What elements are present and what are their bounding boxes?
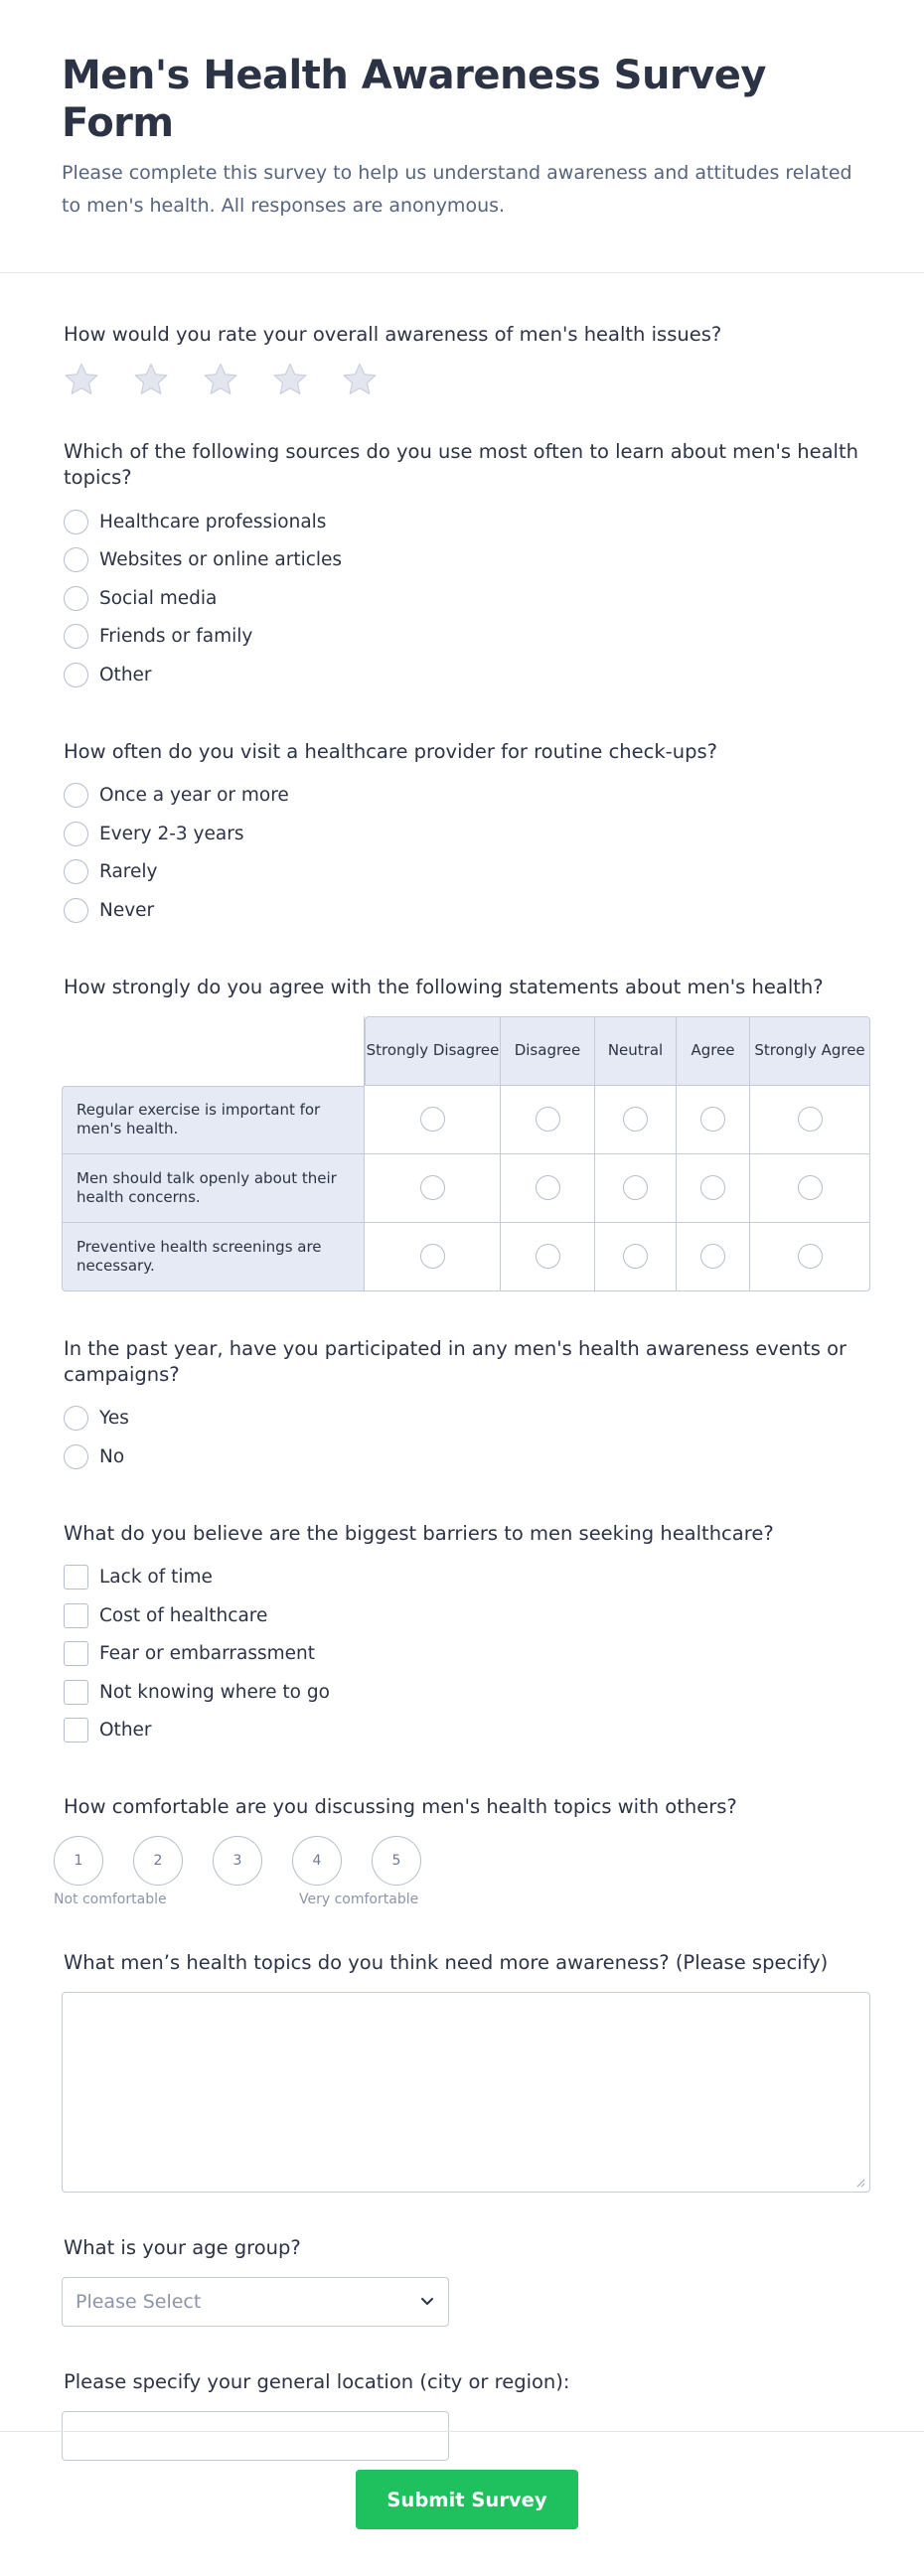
option-label: Not knowing where to go: [99, 1681, 330, 1703]
radio-option[interactable]: [64, 1400, 869, 1439]
option-label: Once a year or more: [99, 785, 289, 807]
matrix-radio-button[interactable]: [536, 1175, 560, 1200]
radio-button[interactable]: [64, 822, 88, 846]
checkbox[interactable]: [64, 1641, 88, 1666]
question-sources: [0, 439, 924, 694]
matrix-column-header: Strongly Disagree: [365, 1016, 501, 1086]
matrix-radio-button[interactable]: [536, 1244, 560, 1269]
matrix-cell: [365, 1154, 501, 1223]
matrix-cell: [595, 1154, 677, 1223]
star-icon[interactable]: [272, 362, 308, 397]
checkbox[interactable]: [64, 1718, 88, 1743]
matrix-cell: [365, 1223, 501, 1291]
matrix-radio-button[interactable]: [420, 1244, 445, 1269]
matrix-cell: [677, 1086, 750, 1154]
star-icon[interactable]: [203, 362, 238, 397]
radio-button[interactable]: [64, 898, 88, 923]
radio-option[interactable]: [64, 656, 869, 694]
chevron-down-icon: [418, 2293, 436, 2311]
option-label: Never: [99, 899, 155, 921]
matrix-radio-button[interactable]: [700, 1175, 725, 1200]
radio-option[interactable]: [64, 541, 869, 580]
radio-button[interactable]: [64, 1444, 88, 1469]
scale-option[interactable]: 3: [213, 1836, 262, 1886]
matrix-radio-button[interactable]: [623, 1107, 648, 1132]
matrix-cell: [750, 1154, 870, 1223]
question-comfort-scale: [0, 1794, 924, 1913]
matrix-radio-button[interactable]: [798, 1244, 823, 1269]
question-title: How comfortable are you discussing men's health topics with others?: [64, 1795, 737, 1818]
question-title: How often do you visit a healthcare provider for routine check-ups?: [64, 739, 717, 763]
resize-grip-icon[interactable]: [855, 2178, 865, 2188]
age-group-select[interactable]: [62, 2277, 449, 2327]
question-title: What do you believe are the biggest barriers to men seeking healthcare?: [64, 1521, 774, 1545]
option-label: Friends or family: [99, 626, 253, 648]
radio-option[interactable]: [64, 618, 869, 657]
radio-option[interactable]: [64, 1438, 869, 1476]
question-barriers: [0, 1521, 924, 1750]
radio-button[interactable]: [64, 783, 88, 808]
star-icon[interactable]: [64, 362, 99, 397]
matrix-corner: [62, 1016, 365, 1086]
radio-group: [64, 503, 869, 694]
radio-button[interactable]: [64, 586, 88, 611]
matrix-cell: [365, 1086, 501, 1154]
question-events-participation: [0, 1336, 924, 1476]
star-rating: [64, 362, 869, 397]
matrix-radio-button[interactable]: [536, 1107, 560, 1132]
question-checkup-frequency: [0, 739, 924, 930]
question-title: How strongly do you agree with the following statements about men's health?: [64, 975, 824, 998]
matrix-row: [62, 1223, 870, 1291]
matrix-radio-button[interactable]: [420, 1175, 445, 1200]
question-title: Please specify your general location (city or region):: [64, 2370, 570, 2393]
scale-option[interactable]: 4: [292, 1836, 342, 1886]
checkbox[interactable]: [64, 1680, 88, 1705]
radio-option[interactable]: [64, 891, 869, 930]
checkbox-option[interactable]: [64, 1596, 869, 1635]
scale-option[interactable]: 1: [54, 1836, 103, 1886]
radio-option[interactable]: [64, 503, 869, 541]
matrix-cell: [501, 1086, 595, 1154]
option-label: Other: [99, 664, 152, 685]
matrix-row-label: Preventive health screenings are necessary.: [62, 1223, 365, 1291]
radio-button[interactable]: [64, 859, 88, 884]
checkbox-option[interactable]: [64, 1559, 869, 1597]
matrix-row-label: Regular exercise is important for men's health.: [62, 1086, 365, 1154]
question-title: In the past year, have you participated in any men's health awareness events or campaigns?: [64, 1336, 847, 1386]
matrix-cell: [595, 1223, 677, 1291]
radio-button[interactable]: [64, 624, 88, 649]
radio-option[interactable]: [64, 853, 869, 892]
option-label: Cost of healthcare: [99, 1604, 268, 1626]
scale-rating: [54, 1836, 869, 1886]
option-label: Other: [99, 1720, 152, 1742]
radio-button[interactable]: [64, 510, 88, 534]
option-label: Social media: [99, 587, 218, 609]
matrix-radio-button[interactable]: [798, 1107, 823, 1132]
matrix-radio-button[interactable]: [700, 1244, 725, 1269]
question-title: Which of the following sources do you use most often to learn about men's health topics?: [64, 440, 858, 489]
question-topics-awareness: [0, 1950, 924, 2193]
matrix-cell: [501, 1154, 595, 1223]
question-age-group: [0, 2235, 924, 2327]
survey-form: [0, 322, 924, 2461]
option-label: No: [99, 1445, 125, 1467]
checkbox[interactable]: [64, 1603, 88, 1628]
question-awareness-rating: [0, 322, 924, 397]
select-placeholder: Please Select: [76, 2291, 202, 2313]
scale-low-label: Not comfortable: [54, 1892, 167, 1907]
checkbox-option[interactable]: [64, 1673, 869, 1712]
matrix-radio-button[interactable]: [623, 1244, 648, 1269]
matrix-column-header: Agree: [677, 1016, 750, 1086]
form-footer: [0, 2431, 924, 2576]
question-title: How would you rate your overall awareness of men's health issues?: [64, 323, 722, 346]
matrix-cell: [750, 1086, 870, 1154]
page-title: Men's Health Awareness Survey Form: [62, 53, 766, 146]
checkbox[interactable]: [64, 1565, 88, 1590]
option-label: Every 2-3 years: [99, 823, 244, 844]
page-subtitle: Please complete this survey to help us understand awareness and attitudes related to men's health. All responses are anonymous.: [62, 162, 852, 217]
option-label: Yes: [99, 1408, 129, 1430]
question-title: What men’s health topics do you think need more awareness? (Please specify): [64, 1951, 829, 1974]
question-agreement-matrix: [0, 975, 924, 1291]
matrix-column-header: Disagree: [501, 1016, 595, 1086]
option-label: Lack of time: [99, 1567, 213, 1589]
checkbox-option[interactable]: [64, 1712, 869, 1750]
matrix-radio-button[interactable]: [623, 1175, 648, 1200]
radio-button[interactable]: [64, 663, 88, 687]
radio-option[interactable]: [64, 579, 869, 618]
star-icon[interactable]: [133, 362, 169, 397]
matrix-header-row: [62, 1016, 870, 1086]
question-title: What is your age group?: [64, 2236, 301, 2259]
matrix-cell: [595, 1086, 677, 1154]
submit-button[interactable]: Submit Survey: [356, 2470, 578, 2529]
matrix-cell: [501, 1223, 595, 1291]
radio-option[interactable]: [64, 815, 869, 853]
scale-option[interactable]: 5: [372, 1836, 421, 1886]
checkbox-group: [64, 1559, 869, 1750]
matrix-table: [62, 1016, 870, 1291]
option-label: Healthcare professionals: [99, 511, 327, 532]
matrix-column-header: Neutral: [595, 1016, 677, 1086]
scale-option[interactable]: 2: [133, 1836, 183, 1886]
radio-button[interactable]: [64, 1406, 88, 1431]
topics-textarea[interactable]: [62, 1992, 870, 2193]
matrix-cell: [677, 1223, 750, 1291]
matrix-radio-button[interactable]: [420, 1107, 445, 1132]
matrix-cell: [677, 1154, 750, 1223]
option-label: Websites or online articles: [99, 549, 343, 571]
radio-option[interactable]: [64, 777, 869, 816]
matrix-radio-button[interactable]: [798, 1175, 823, 1200]
matrix-radio-button[interactable]: [700, 1107, 725, 1132]
radio-group: [64, 1400, 869, 1476]
matrix-row: [62, 1154, 870, 1223]
matrix-column-header: Strongly Agree: [750, 1016, 870, 1086]
radio-group: [64, 777, 869, 930]
scale-legend: [54, 1890, 869, 1913]
star-icon[interactable]: [342, 362, 378, 397]
radio-button[interactable]: [64, 547, 88, 572]
matrix-cell: [750, 1223, 870, 1291]
option-label: Fear or embarrassment: [99, 1643, 316, 1665]
matrix-row-label: Men should talk openly about their health concerns.: [62, 1154, 365, 1223]
matrix-row: [62, 1086, 870, 1154]
scale-high-label: Very comfortable: [299, 1892, 419, 1907]
option-label: Rarely: [99, 861, 158, 883]
checkbox-option[interactable]: [64, 1635, 869, 1674]
form-header: [0, 0, 924, 273]
